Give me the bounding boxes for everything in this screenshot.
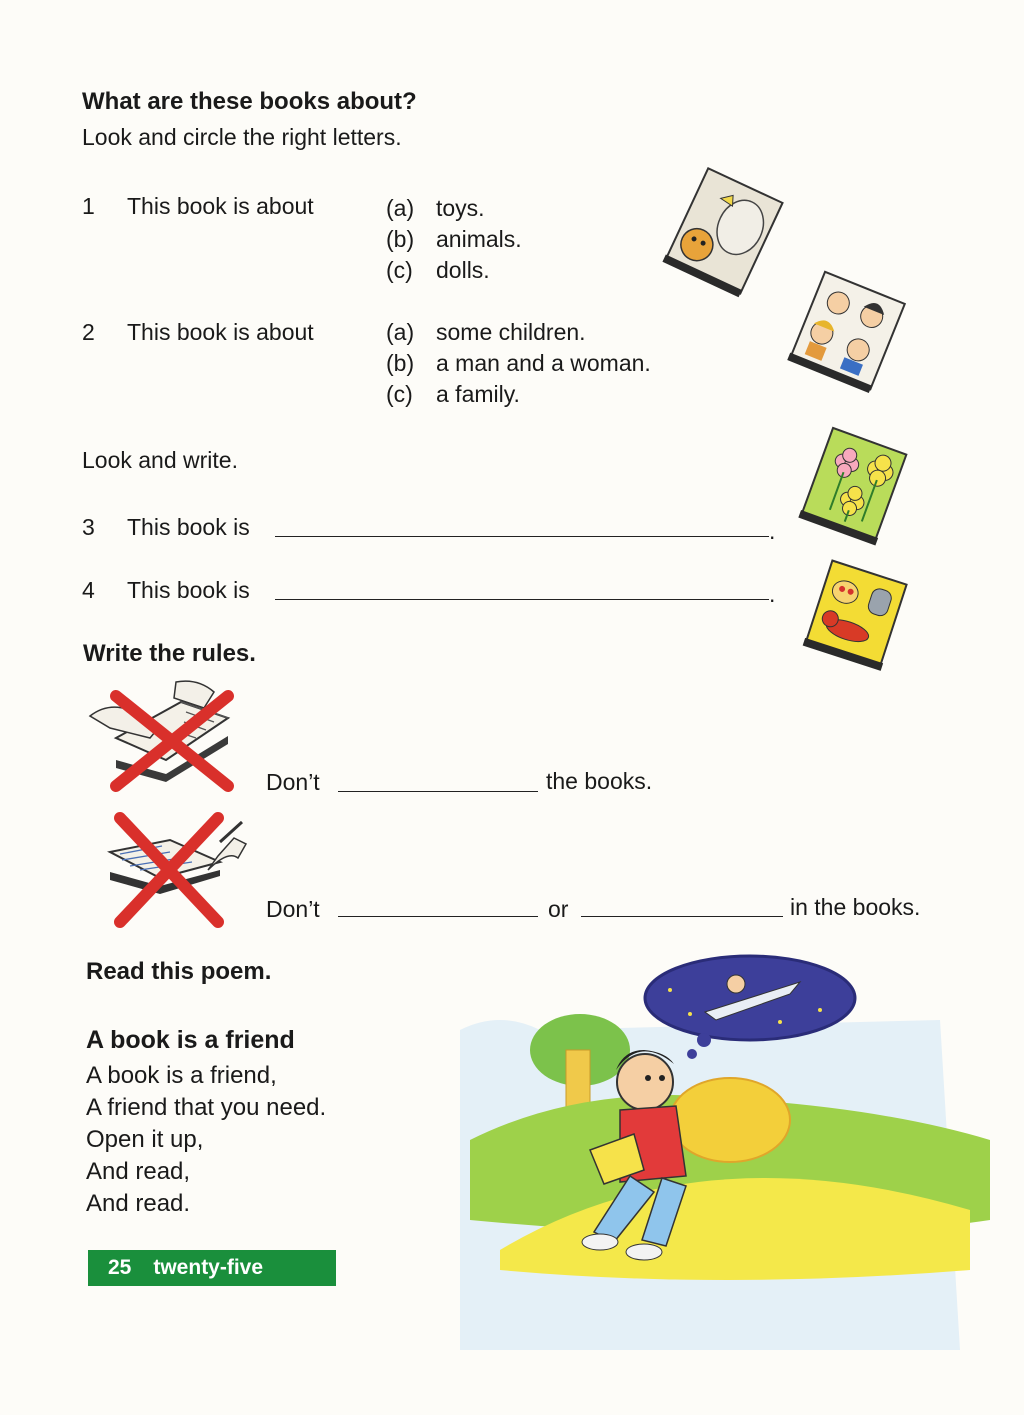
answer-line[interactable]: [275, 536, 769, 537]
rule-suffix: in the books.: [790, 894, 921, 920]
answer-line[interactable]: [275, 599, 769, 600]
question-stem: This book is: [127, 577, 250, 603]
section-title: What are these books about?: [82, 88, 417, 115]
question-number: 3: [82, 514, 95, 540]
rule-middle: or: [548, 896, 569, 922]
section-title: Read this poem.: [86, 958, 272, 985]
answer-line[interactable]: [581, 916, 783, 917]
question-number: 2: [82, 319, 95, 345]
question-stem: This book is about: [127, 193, 314, 219]
option-c[interactable]: (c) dolls.: [386, 257, 490, 283]
answer-line[interactable]: [338, 916, 538, 917]
pet-book-icon: [794, 566, 914, 668]
answer-line[interactable]: [338, 791, 538, 792]
question-number: 1: [82, 193, 95, 219]
poem-line: A friend that you need.: [86, 1094, 327, 1121]
poem-line: Open it up,: [86, 1126, 204, 1153]
option-a[interactable]: (a) some children.: [386, 319, 586, 345]
option-list: [386, 317, 651, 410]
no-tearing-icon: [86, 678, 238, 796]
period: .: [769, 518, 776, 544]
option-a[interactable]: (a) toys.: [386, 195, 485, 221]
option-c[interactable]: (c) a family.: [386, 381, 520, 407]
flower-book-icon: [790, 432, 914, 542]
period: .: [769, 581, 776, 607]
option-list: [386, 193, 522, 286]
page-number: 25: [108, 1256, 132, 1279]
poem-line: A book is a friend,: [86, 1062, 277, 1089]
boy-reading-illustration: [440, 950, 1000, 1370]
family-book-icon: [776, 278, 916, 386]
question-number: 4: [82, 577, 95, 603]
section-title: Write the rules.: [83, 640, 256, 667]
poem-body: [86, 1060, 326, 1220]
question-stem: This book is: [127, 514, 250, 540]
page-number-bar: [88, 1250, 336, 1286]
page-number-word: twenty-five: [153, 1256, 264, 1279]
rule-prefix: Don’t: [266, 769, 320, 795]
instruction: Look and write.: [82, 447, 238, 473]
poem-line: And read.: [86, 1190, 191, 1217]
no-writing-icon: [100, 812, 250, 930]
rule-prefix: Don’t: [266, 896, 320, 922]
rule-suffix: the books.: [546, 768, 653, 794]
poem-title: A book is a friend: [86, 1026, 295, 1054]
instruction: Look and circle the right letters.: [82, 124, 402, 150]
animal-book-icon: [655, 172, 790, 290]
question-stem: This book is about: [127, 319, 314, 345]
option-b[interactable]: (b) a man and a woman.: [386, 350, 651, 376]
option-b[interactable]: (b) animals.: [386, 226, 522, 252]
poem-line: And read,: [86, 1158, 191, 1185]
